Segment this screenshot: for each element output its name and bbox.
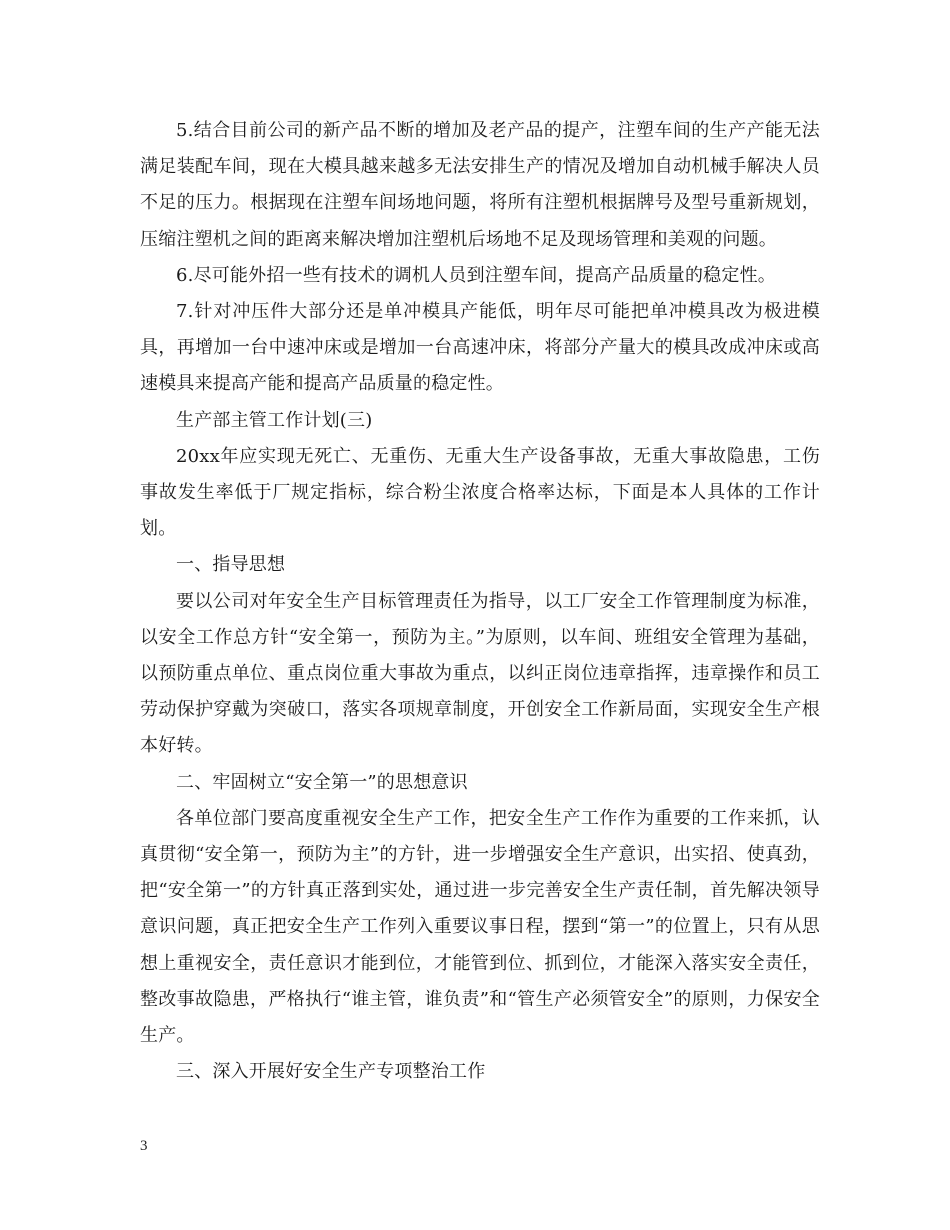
heading-safety-first: 二、牢固树立“安全第一”的思想意识: [176, 771, 468, 793]
paragraph-item-7: 7.针对冲压件大部分还是单冲模具产能低，明年尽可能把单冲模具改为极进模具，再增加一台中速冲床或是增加一台高速冲床，将部分产量大的模具改成冲床或高速模具来提高产能和提高产品质量的稳定性。: [140, 301, 820, 395]
paragraph-guiding-thought: 要以公司对年安全生产目标管理责任为指导，以工厂安全工作管理制度为标准，以安全工作总方针“安全第一，预防为主。”为原则，以车间、班组安全管理为基础，以预防重点单位、重点岗位重大事故为重点，以纠正岗位违章指挥，违章操作和员工劳动保护穿戴为突破口，落实各项规章制度，开创安全工作新局面，实现安全生产根本好转。: [140, 590, 820, 757]
paragraph-annual-goal: 20xx年应实现无死亡、无重伤、无重大生产设备事故，无重大事故隐患，工伤事故发生率低于厂规定指标，综合粉尘浓度合格率达标，下面是本人具体的工作计划。: [140, 445, 820, 540]
page-number: 3: [140, 1138, 148, 1154]
section-title-plan-three: 生产部主管工作计划(三): [176, 409, 373, 431]
document-body: [140, 113, 820, 1090]
heading-guiding-thought: 一、指导思想: [176, 554, 286, 576]
paragraph-item-5: 5.结合目前公司的新产品不断的增加及老产品的提产，注塑车间的生产产能无法满足装配车间，现在大模具越来越多无法安排生产的情况及增加自动机械手解决人员不足的压力。根据现在注塑车间场地问题，将所有注塑机根据牌号及型号重新规划，压缩注塑机之间的距离来解决增加注塑机后场地不足及现场管理和美观的问题。: [140, 120, 820, 250]
heading-special-rectification: 三、深入开展好安全生产专项整治工作: [176, 1061, 486, 1083]
paragraph-item-6: 6.尽可能外招一些有技术的调机人员到注塑车间，提高产品质量的稳定性。: [176, 264, 776, 286]
paragraph-safety-first: 各单位部门要高度重视安全生产工作，把安全生产工作作为重要的工作来抓，认真贯彻“安全第一，预防为主”的方针，进一步增强安全生产意识，出实招、使真劲，把“安全第一”的方针真正落到实处，通过进一步完善安全生产责任制，首先解决领导意识问题，真正把安全生产工作列入重要议事日程，摆到“第一”的位置上，只有从思想上重视安全，责任意识才能到位，才能管到位、抓到位，才能深入落实安全责任，整改事故隐患，严格执行“谁主管，谁负责”和“管生产必须管安全”的原则，力保安全生产。: [140, 807, 820, 1047]
